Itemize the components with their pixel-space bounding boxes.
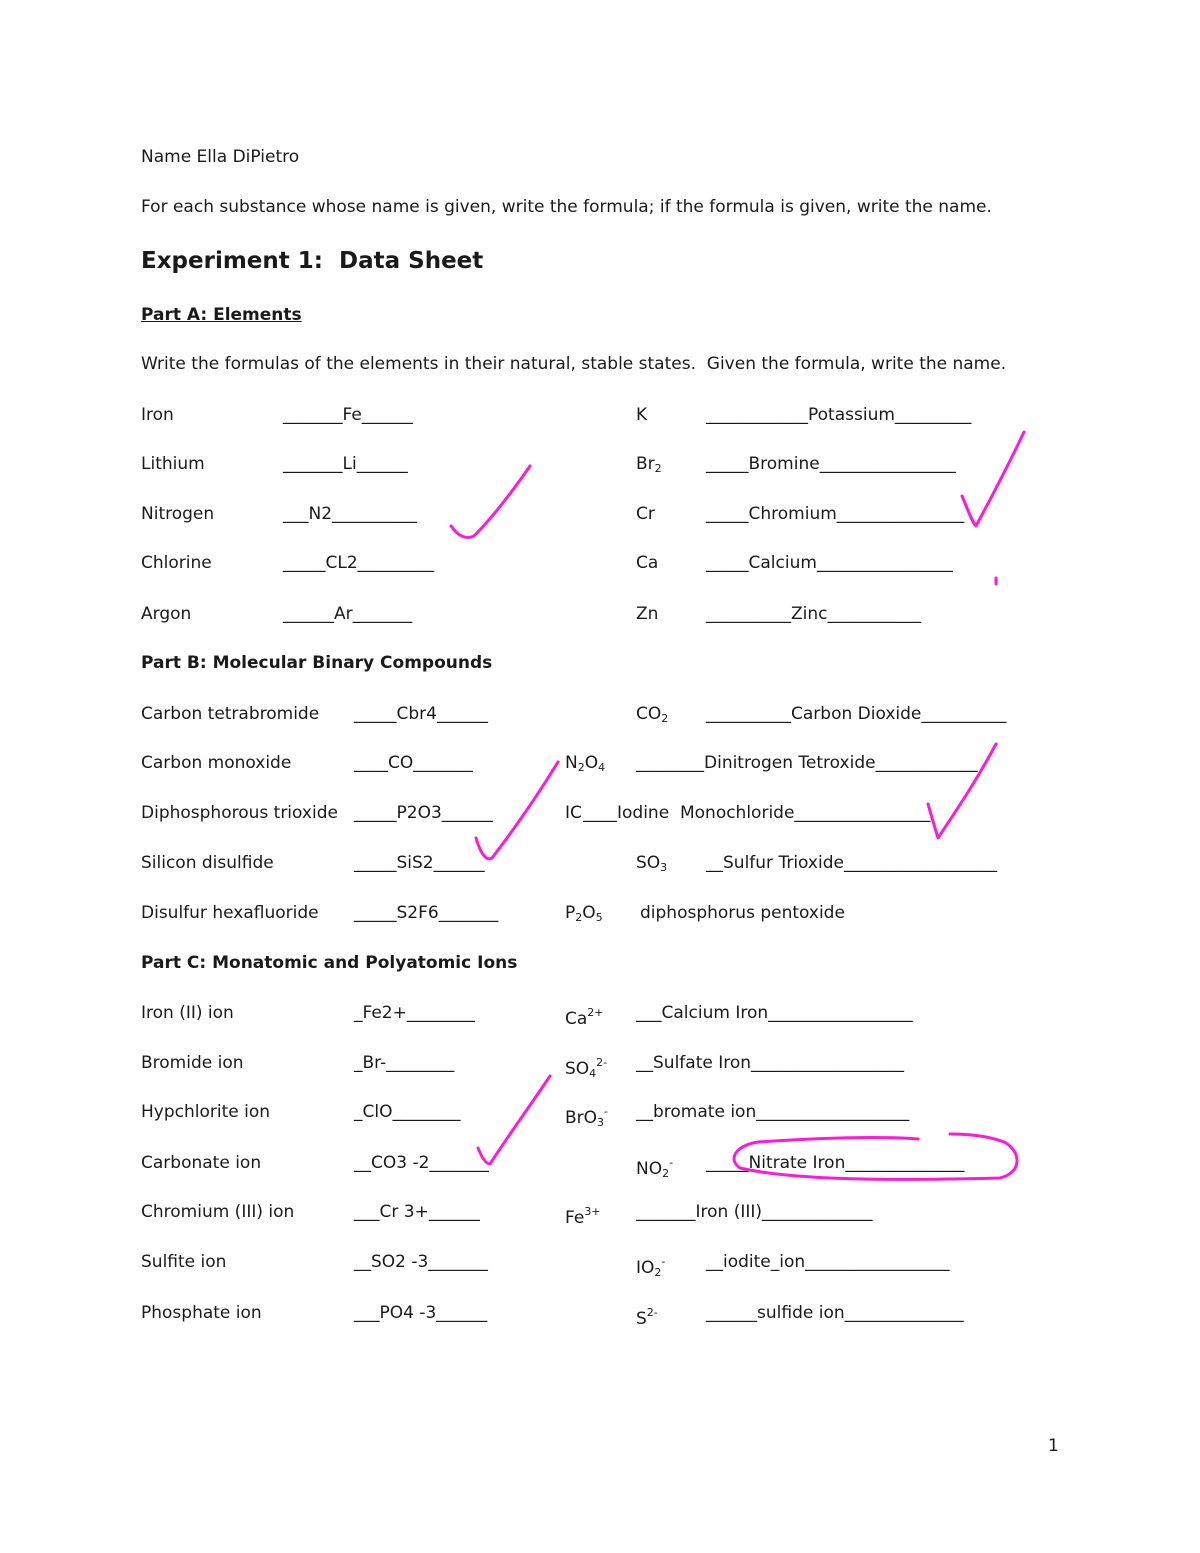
part-a-left-answer: _______Li______ <box>283 454 408 474</box>
part-c-left-answer: _ClO________ <box>354 1102 461 1122</box>
part-a-right-answer: __________Zinc___________ <box>706 604 921 624</box>
part-b-right-formula: $CO_2$ <box>636 704 669 725</box>
part-c-right-answer: ______sulfide ion______________ <box>706 1303 964 1323</box>
part-a-left-name: Argon <box>141 604 192 624</box>
page-title: Experiment 1: Data Sheet <box>141 248 484 274</box>
part-c-left-answer: __SO2 -3_______ <box>354 1252 488 1272</box>
part-b-left-answer: ____CO_______ <box>354 753 473 773</box>
part-c-right-answer: ___Calcium Iron_________________ <box>636 1003 913 1023</box>
part-c-left-name: Iron (II) ion <box>141 1003 234 1023</box>
part-b-left-answer: _____S2F6_______ <box>354 903 499 923</box>
check-mark-icon <box>451 466 530 538</box>
part-b-right-answer: __Sulfur Trioxide__________________ <box>706 853 997 873</box>
part-c-left-name: Sulfite ion <box>141 1252 227 1272</box>
part-c-right-answer: _____Nitrate Iron______________ <box>706 1153 965 1173</box>
part-c-right-formula: $S^{2-}$ <box>636 1306 658 1329</box>
part-c-left-name: Chromium (III) ion <box>141 1202 295 1222</box>
part-a-right-formula: Cr <box>636 504 655 524</box>
part-a-left-answer: ___N2__________ <box>283 504 418 524</box>
part-c-right-answer: __iodite_ion_________________ <box>706 1252 950 1272</box>
part-a-right-answer: _____Calcium________________ <box>706 553 953 573</box>
part-b-left-answer: _____Cbr4______ <box>354 704 488 724</box>
part-b-right-formula: $N_2O_4$ <box>565 753 606 774</box>
part-b-right-answer: ________Dinitrogen Tetroxide____________ <box>636 753 978 773</box>
part-b-left-name: Carbon tetrabromide <box>141 704 320 724</box>
part-a-left-answer: _____CL2_________ <box>283 553 435 573</box>
part-c-left-answer: _Br-________ <box>354 1053 455 1073</box>
part-a-left-answer: _______Fe______ <box>283 405 413 425</box>
part-c-left-name: Bromide ion <box>141 1053 244 1073</box>
part-b-right-answer: ____Iodine Monochloride________________ <box>583 803 931 823</box>
part-a-heading: Part A: Elements <box>141 305 302 325</box>
part-c-left-answer: __CO3 -2_______ <box>354 1153 489 1173</box>
part-b-left-name: Diphosphorous trioxide <box>141 803 338 823</box>
part-c-right-answer: __bromate ion__________________ <box>636 1102 910 1122</box>
part-b-right-answer: __________Carbon Dioxide__________ <box>706 704 1007 724</box>
part-a-left-name: Lithium <box>141 454 205 474</box>
part-a-instructions: Write the formulas of the elements in their natural, stable states. Given the formula, write the name. <box>141 354 1007 374</box>
part-c-right-formula: $NO_2^-$ <box>636 1156 674 1180</box>
student-name-line: Name Ella DiPietro <box>141 147 300 167</box>
part-c-right-formula: $Fe^{3+}$ <box>565 1205 601 1228</box>
part-a-right-answer: _____Chromium_______________ <box>706 504 965 524</box>
part-b-right-formula: IC <box>565 803 582 823</box>
part-c-left-name: Phosphate ion <box>141 1303 262 1323</box>
part-c-left-answer: ___PO4 -3______ <box>354 1303 488 1323</box>
part-a-left-name: Chlorine <box>141 553 212 573</box>
part-b-right-formula: $P_2O_5$ <box>565 903 603 924</box>
part-a-right-formula: K <box>636 405 648 425</box>
general-instructions: For each substance whose name is given, write the formula; if the formula is given, write the name. <box>141 197 992 217</box>
part-b-left-answer: _____SiS2______ <box>354 853 485 873</box>
part-a-left-name: Nitrogen <box>141 504 215 524</box>
part-b-right-formula: $SO_3$ <box>636 853 668 874</box>
part-c-left-answer: ___Cr 3+______ <box>354 1202 480 1222</box>
part-b-left-name: Silicon disulfide <box>141 853 274 873</box>
part-c-left-name: Hypchlorite ion <box>141 1102 271 1122</box>
part-a-right-formula: $Br_2$ <box>636 454 662 475</box>
check-mark-icon <box>962 432 1024 526</box>
part-b-left-name: Disulfur hexafluoride <box>141 903 319 923</box>
part-c-left-name: Carbonate ion <box>141 1153 262 1173</box>
part-a-left-answer: ______Ar_______ <box>283 604 413 624</box>
part-c-right-answer: __Sulfate Iron__________________ <box>636 1053 905 1073</box>
part-b-left-answer: _____P2O3______ <box>354 803 493 823</box>
page-number: 1 <box>1048 1436 1059 1456</box>
part-c-right-formula: BrO$_3$- <box>565 1105 609 1129</box>
part-a-right-answer: _____Bromine________________ <box>706 454 956 474</box>
part-c-right-formula: $SO_4^{2-}$ <box>565 1056 608 1080</box>
check-mark-icon <box>478 1076 550 1164</box>
part-c-left-answer: _Fe2+________ <box>354 1003 475 1023</box>
part-c-right-formula: $IO_2^-$ <box>636 1255 666 1279</box>
part-c-right-formula: $Ca^{2+}$ <box>565 1006 604 1029</box>
part-c-heading: Part C: Monatomic and Polyatomic Ions <box>141 953 518 973</box>
part-c-right-answer: _______Iron (III)_____________ <box>636 1202 873 1222</box>
part-a-right-formula: Zn <box>636 604 659 624</box>
part-a-left-name: Iron <box>141 405 174 425</box>
part-b-right-answer: diphosphorus pentoxide <box>640 903 845 923</box>
part-b-heading: Part B: Molecular Binary Compounds <box>141 653 493 673</box>
part-a-right-answer: ____________Potassium_________ <box>706 405 972 425</box>
part-a-right-formula: Ca <box>636 553 659 573</box>
part-b-left-name: Carbon monoxide <box>141 753 292 773</box>
